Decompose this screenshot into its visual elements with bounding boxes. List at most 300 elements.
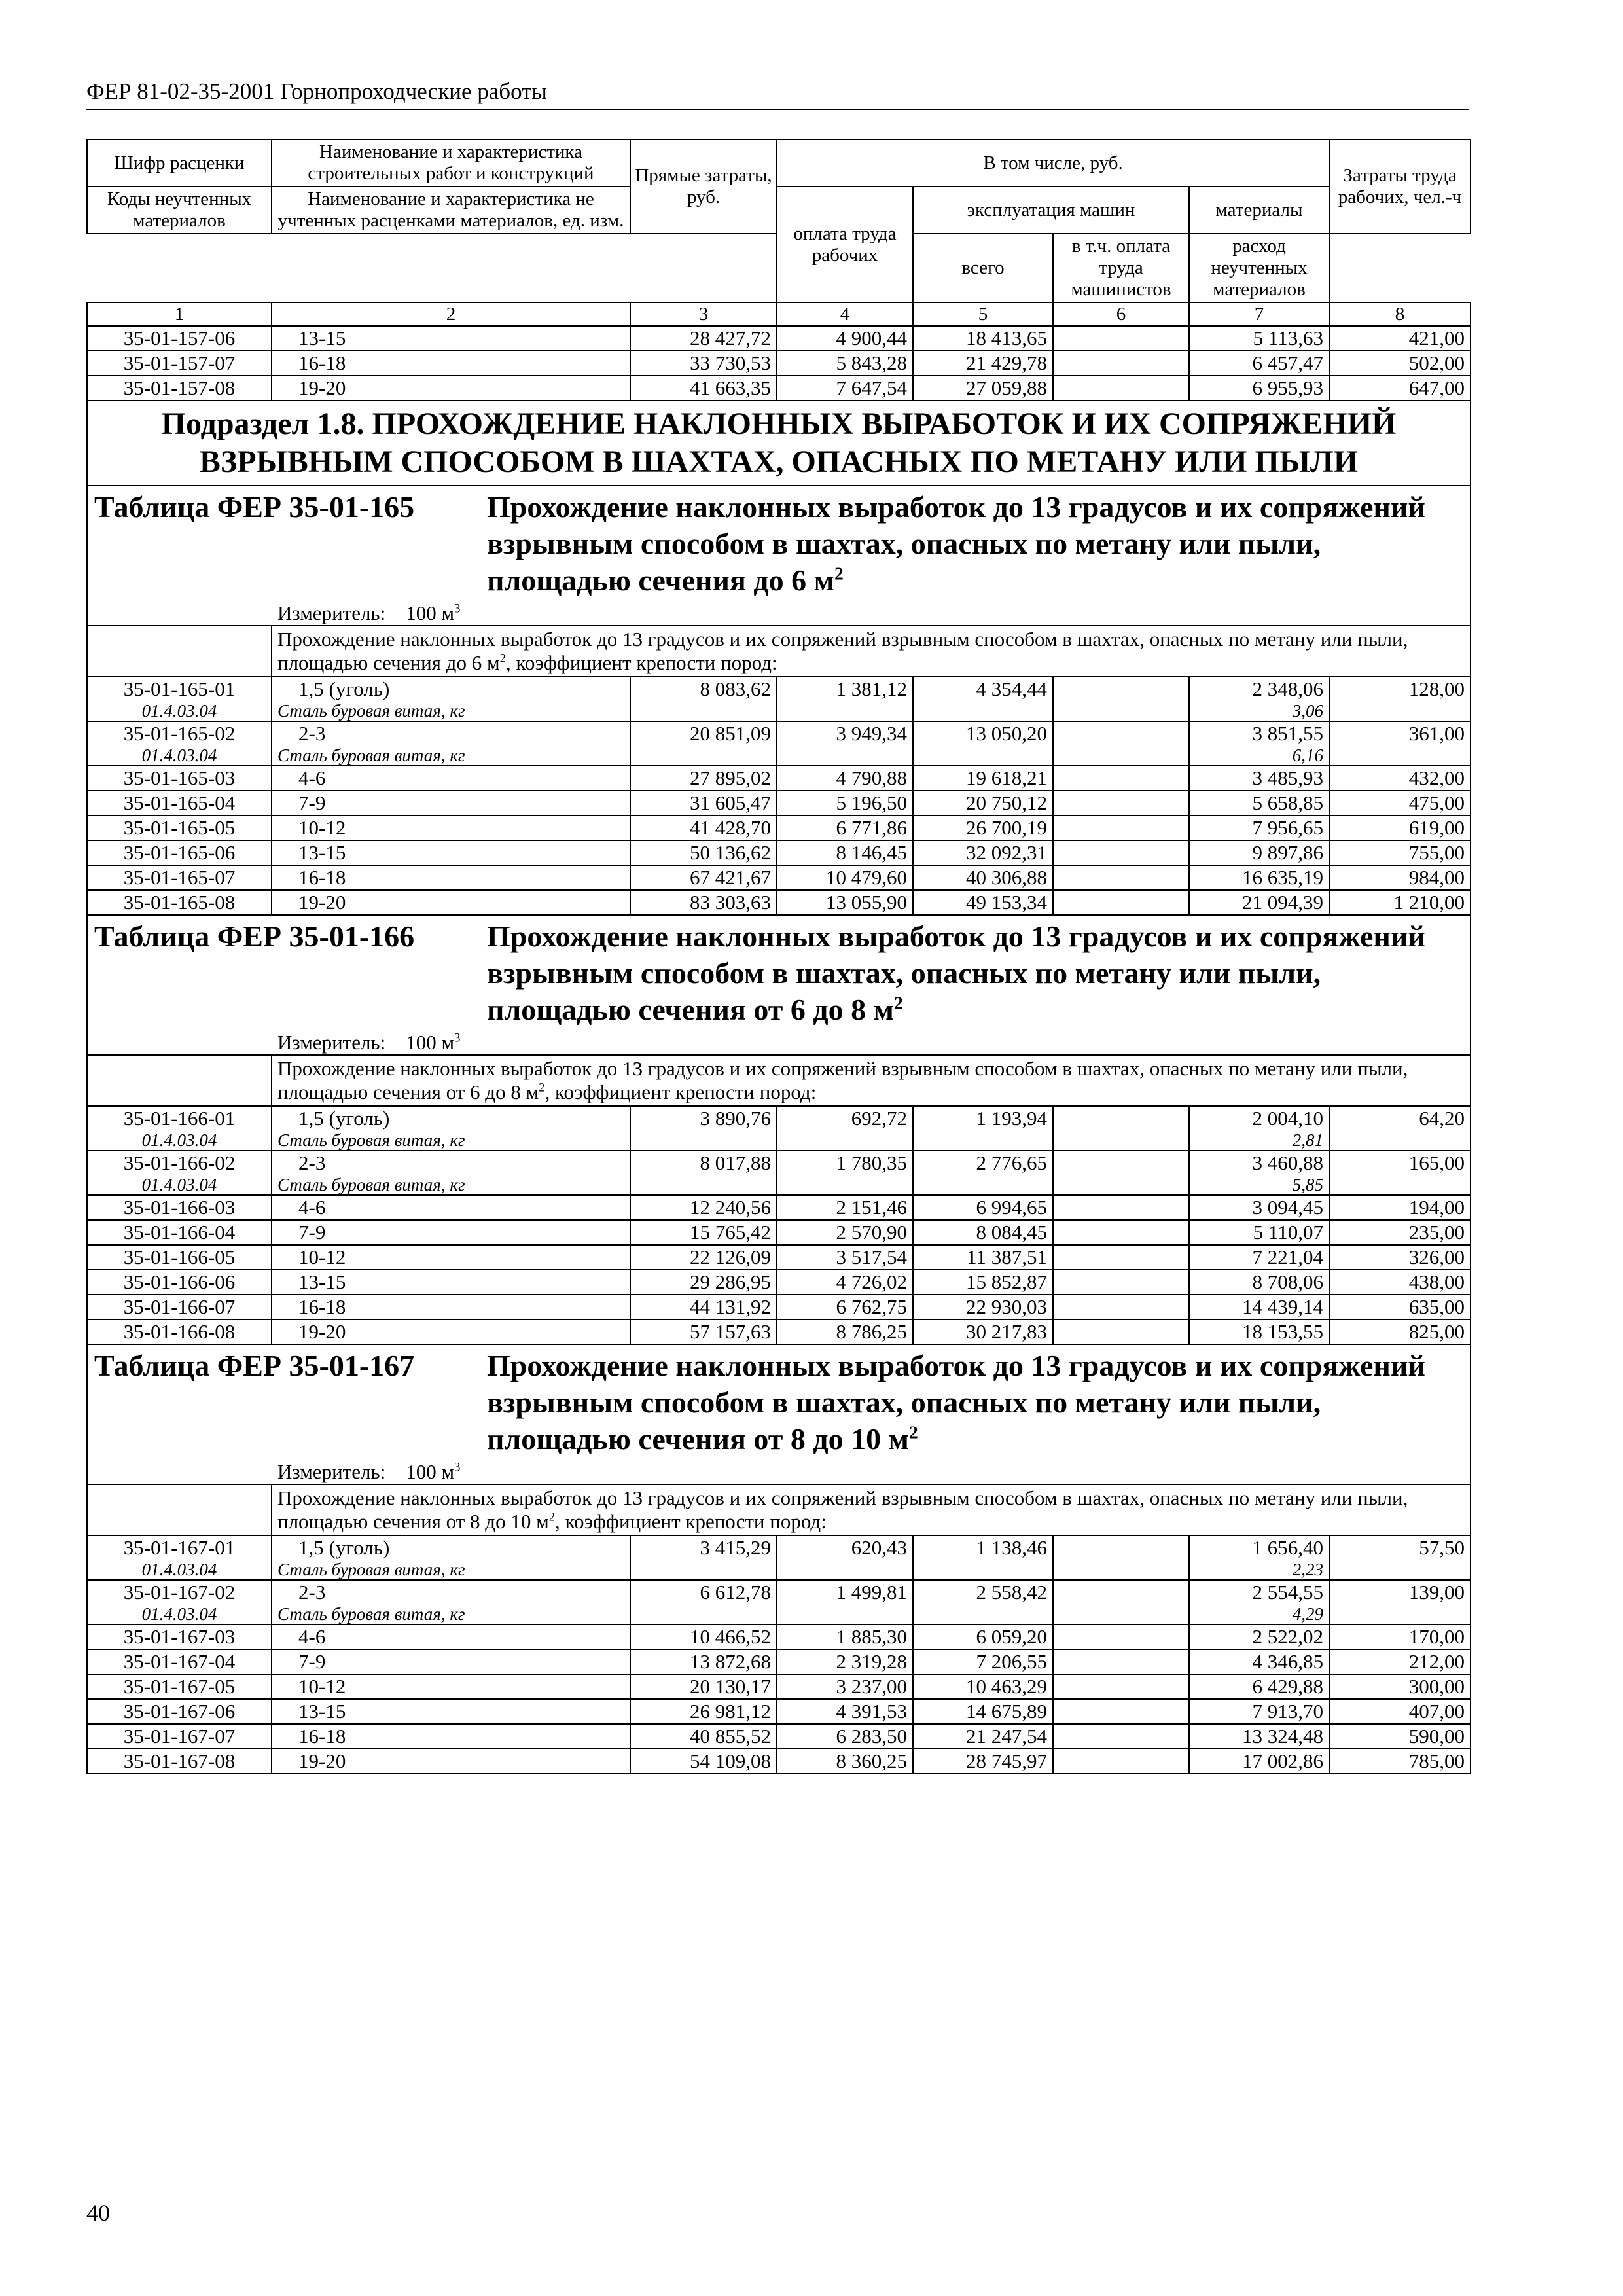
materials-cost: 2 004,10 bbox=[1189, 1106, 1329, 1130]
measure-label: Измеритель: bbox=[277, 1031, 386, 1054]
materials-cost: 7 913,70 bbox=[1189, 1699, 1329, 1724]
machines-cost: 26 700,19 bbox=[913, 816, 1053, 840]
table-heading-line bbox=[94, 489, 1463, 599]
direct-cost: 22 126,09 bbox=[630, 1245, 777, 1270]
materials-cost: 8 708,06 bbox=[1189, 1270, 1329, 1295]
column-number: 5 bbox=[913, 302, 1053, 326]
work-name: 7-9 bbox=[272, 1220, 630, 1245]
wages-cost: 4 726,02 bbox=[777, 1270, 913, 1295]
measure-value: 100 м bbox=[406, 601, 455, 624]
work-name: 2-3 bbox=[272, 721, 630, 745]
direct-cost: 3 890,76 bbox=[630, 1106, 777, 1130]
empty-cell bbox=[777, 1130, 913, 1151]
rate-code: 35-01-167-04 bbox=[87, 1649, 272, 1674]
wages-cost: 2 151,46 bbox=[777, 1195, 913, 1220]
table-row bbox=[87, 1195, 1471, 1220]
empty-cell bbox=[1329, 1130, 1471, 1151]
rate-code: 35-01-166-06 bbox=[87, 1270, 272, 1295]
rate-code: 35-01-166-01 bbox=[87, 1106, 272, 1130]
labor-hours: 984,00 bbox=[1329, 865, 1471, 890]
wages-cost: 5 196,50 bbox=[777, 791, 913, 816]
measure-row bbox=[87, 1460, 1471, 1484]
measure bbox=[87, 1031, 1471, 1055]
work-description bbox=[272, 1055, 1471, 1106]
direct-cost: 27 895,02 bbox=[630, 766, 777, 791]
col-labor-header: Затраты труда рабочих, чел.-ч bbox=[1329, 139, 1471, 234]
col-name-header: Наименование и характеристика строительных работ и конструкций bbox=[272, 139, 630, 187]
materials-cost: 4 346,85 bbox=[1189, 1649, 1329, 1674]
rate-code: 35-01-166-03 bbox=[87, 1195, 272, 1220]
description-row bbox=[87, 626, 1471, 677]
empty-cell bbox=[913, 1130, 1053, 1151]
direct-cost: 15 765,42 bbox=[630, 1220, 777, 1245]
col-code-header: Шифр расценки bbox=[87, 139, 272, 187]
column-number: 8 bbox=[1329, 302, 1471, 326]
table-heading bbox=[87, 486, 1471, 601]
work-name: 1,5 (уголь) bbox=[272, 677, 630, 701]
materials-cost: 13 324,48 bbox=[1189, 1724, 1329, 1749]
materials-cost: 5 110,07 bbox=[1189, 1220, 1329, 1245]
machinist-wages bbox=[1053, 1220, 1189, 1245]
empty-cell bbox=[913, 745, 1053, 766]
machinist-wages bbox=[1053, 1106, 1189, 1130]
table-heading bbox=[87, 915, 1471, 1031]
direct-cost: 3 415,29 bbox=[630, 1535, 777, 1560]
empty-cell bbox=[777, 745, 913, 766]
direct-cost: 50 136,62 bbox=[630, 840, 777, 865]
rate-code: 35-01-166-05 bbox=[87, 1245, 272, 1270]
materials-cost: 7 221,04 bbox=[1189, 1245, 1329, 1270]
machinist-wages bbox=[1053, 1699, 1189, 1724]
labor-hours: 194,00 bbox=[1329, 1195, 1471, 1220]
machines-cost: 20 750,12 bbox=[913, 791, 1053, 816]
machinist-wages bbox=[1053, 1151, 1189, 1175]
empty-cell bbox=[1329, 745, 1471, 766]
materials-cost: 7 956,65 bbox=[1189, 816, 1329, 840]
table-row bbox=[87, 1699, 1471, 1724]
machines-cost: 10 463,29 bbox=[913, 1674, 1053, 1699]
machines-cost: 6 059,20 bbox=[913, 1624, 1053, 1649]
work-description bbox=[272, 1484, 1471, 1535]
machinist-wages bbox=[1053, 791, 1189, 816]
superscript: 2 bbox=[909, 1422, 918, 1443]
header-row-1 bbox=[87, 139, 1471, 187]
direct-cost: 12 240,56 bbox=[630, 1195, 777, 1220]
material-code: 01.4.03.04 bbox=[87, 701, 272, 721]
wages-cost: 7 647,54 bbox=[777, 376, 913, 401]
material-row bbox=[87, 701, 1471, 721]
rate-code: 35-01-166-08 bbox=[87, 1319, 272, 1344]
machines-cost: 27 059,88 bbox=[913, 376, 1053, 401]
table-label: Таблица ФЕР 35-01-167 bbox=[94, 1349, 415, 1382]
table-row bbox=[87, 1295, 1471, 1319]
machinist-wages bbox=[1053, 1624, 1189, 1649]
machines-cost: 49 153,34 bbox=[913, 890, 1053, 915]
wages-cost: 4 391,53 bbox=[777, 1699, 913, 1724]
measure-label: Измеритель: bbox=[277, 1460, 386, 1483]
empty-cell bbox=[913, 1175, 1053, 1195]
direct-cost: 54 109,08 bbox=[630, 1749, 777, 1774]
materials-cost: 9 897,86 bbox=[1189, 840, 1329, 865]
col-mat-codes-header: Коды неучтенных материалов bbox=[87, 187, 272, 234]
superscript: 2 bbox=[834, 563, 844, 584]
labor-hours: 128,00 bbox=[1329, 677, 1471, 701]
material-quantity: 6,16 bbox=[1189, 745, 1329, 766]
direct-cost: 10 466,52 bbox=[630, 1624, 777, 1649]
work-name: 13-15 bbox=[272, 1270, 630, 1295]
material-name: Сталь буровая витая, кг bbox=[272, 745, 630, 766]
labor-hours: 407,00 bbox=[1329, 1699, 1471, 1724]
labor-hours: 590,00 bbox=[1329, 1724, 1471, 1749]
machinist-wages bbox=[1053, 351, 1189, 376]
machines-cost: 21 247,54 bbox=[913, 1724, 1053, 1749]
section-heading-line1: Подраздел 1.8. ПРОХОЖДЕНИЕ НАКЛОННЫХ ВЫРАБОТОК И ИХ СОПРЯЖЕНИЙ bbox=[161, 406, 1397, 441]
machines-cost: 14 675,89 bbox=[913, 1699, 1053, 1724]
superscript: 2 bbox=[499, 651, 506, 666]
material-row bbox=[87, 1130, 1471, 1151]
wages-cost: 1 885,30 bbox=[777, 1624, 913, 1649]
description-tail: , коэффициент крепости пород: bbox=[505, 651, 777, 674]
column-number: 3 bbox=[630, 302, 777, 326]
material-row bbox=[87, 1560, 1471, 1580]
empty-cell bbox=[913, 701, 1053, 721]
material-quantity: 3,06 bbox=[1189, 701, 1329, 721]
labor-hours: 438,00 bbox=[1329, 1270, 1471, 1295]
labor-hours: 139,00 bbox=[1329, 1580, 1471, 1604]
empty-cell bbox=[1329, 701, 1471, 721]
rate-code: 35-01-165-03 bbox=[87, 766, 272, 791]
direct-cost: 67 421,67 bbox=[630, 865, 777, 890]
rate-code: 35-01-165-01 bbox=[87, 677, 272, 701]
material-code: 01.4.03.04 bbox=[87, 1175, 272, 1195]
rate-code: 35-01-165-06 bbox=[87, 840, 272, 865]
rate-code: 35-01-157-07 bbox=[87, 351, 272, 376]
empty-cell bbox=[1053, 701, 1189, 721]
machines-cost: 32 092,31 bbox=[913, 840, 1053, 865]
superscript: 3 bbox=[454, 601, 461, 616]
labor-hours: 635,00 bbox=[1329, 1295, 1471, 1319]
labor-hours: 432,00 bbox=[1329, 766, 1471, 791]
wages-cost: 3 237,00 bbox=[777, 1674, 913, 1699]
superscript: 2 bbox=[539, 1081, 545, 1095]
description-row bbox=[87, 1484, 1471, 1535]
materials-cost: 21 094,39 bbox=[1189, 890, 1329, 915]
work-name: 13-15 bbox=[272, 840, 630, 865]
header-filler-right bbox=[1329, 234, 1471, 302]
description-row bbox=[87, 1055, 1471, 1106]
table-heading bbox=[87, 1344, 1471, 1460]
work-name: 16-18 bbox=[272, 1724, 630, 1749]
direct-cost: 20 130,17 bbox=[630, 1674, 777, 1699]
rate-code: 35-01-157-06 bbox=[87, 326, 272, 351]
description-text: Прохождение наклонных выработок до 13 градусов и их сопряжений взрывным способом в шахтах, опасных по метану или пыли, площадью сечения от 6 до 8 м bbox=[277, 1057, 1408, 1103]
materials-cost: 2 348,06 bbox=[1189, 677, 1329, 701]
materials-cost: 3 094,45 bbox=[1189, 1195, 1329, 1220]
col-materials-header: материалы bbox=[1189, 187, 1329, 234]
material-quantity: 4,29 bbox=[1189, 1604, 1329, 1624]
machines-cost: 2 558,42 bbox=[913, 1580, 1053, 1604]
direct-cost: 40 855,52 bbox=[630, 1724, 777, 1749]
table-row bbox=[87, 840, 1471, 865]
table-row bbox=[87, 791, 1471, 816]
direct-cost: 20 851,09 bbox=[630, 721, 777, 745]
superscript: 2 bbox=[894, 992, 903, 1013]
machines-cost: 21 429,78 bbox=[913, 351, 1053, 376]
description-text: Прохождение наклонных выработок до 13 градусов и их сопряжений взрывным способом в шахтах, опасных по метану или пыли, площадью сечения от 8 до 10 м bbox=[277, 1486, 1408, 1533]
machines-cost: 6 994,65 bbox=[913, 1195, 1053, 1220]
labor-hours: 647,00 bbox=[1329, 376, 1471, 401]
column-number: 1 bbox=[87, 302, 272, 326]
material-name: Сталь буровая витая, кг bbox=[272, 1130, 630, 1151]
labor-hours: 300,00 bbox=[1329, 1674, 1471, 1699]
column-number: 2 bbox=[272, 302, 630, 326]
work-name: 19-20 bbox=[272, 376, 630, 401]
header-filler bbox=[87, 234, 777, 302]
col-mat-name-header: Наименование и характеристика не учтенных расценками материалов, ед. изм. bbox=[272, 187, 630, 234]
empty-cell bbox=[1053, 745, 1189, 766]
rate-code: 35-01-166-07 bbox=[87, 1295, 272, 1319]
machinist-wages bbox=[1053, 1649, 1189, 1674]
empty-cell bbox=[913, 1604, 1053, 1624]
materials-cost: 3 460,88 bbox=[1189, 1151, 1329, 1175]
rate-code: 35-01-167-01 bbox=[87, 1535, 272, 1560]
work-name: 1,5 (уголь) bbox=[272, 1535, 630, 1560]
wages-cost: 2 570,90 bbox=[777, 1220, 913, 1245]
labor-hours: 235,00 bbox=[1329, 1220, 1471, 1245]
table-row bbox=[87, 1220, 1471, 1245]
wages-cost: 8 360,25 bbox=[777, 1749, 913, 1774]
rate-code: 35-01-165-05 bbox=[87, 816, 272, 840]
wages-cost: 4 790,88 bbox=[777, 766, 913, 791]
wages-cost: 6 283,50 bbox=[777, 1724, 913, 1749]
work-name: 4-6 bbox=[272, 1624, 630, 1649]
table-heading-row bbox=[87, 1344, 1471, 1460]
running-head: ФЕР 81-02-35-2001 Горнопроходческие работы bbox=[86, 77, 1469, 110]
table-row bbox=[87, 1106, 1471, 1130]
work-name: 13-15 bbox=[272, 1699, 630, 1724]
col-including-header: В том числе, руб. bbox=[777, 139, 1329, 187]
direct-cost: 83 303,63 bbox=[630, 890, 777, 915]
work-name: 4-6 bbox=[272, 766, 630, 791]
materials-cost: 6 457,47 bbox=[1189, 351, 1329, 376]
table-row bbox=[87, 1624, 1471, 1649]
wages-cost: 1 499,81 bbox=[777, 1580, 913, 1604]
measure-row bbox=[87, 601, 1471, 626]
materials-cost: 14 439,14 bbox=[1189, 1295, 1329, 1319]
work-name: 7-9 bbox=[272, 791, 630, 816]
measure-row bbox=[87, 1031, 1471, 1055]
direct-cost: 41 663,35 bbox=[630, 376, 777, 401]
materials-cost: 5 113,63 bbox=[1189, 326, 1329, 351]
rate-code: 35-01-167-08 bbox=[87, 1749, 272, 1774]
wages-cost: 692,72 bbox=[777, 1106, 913, 1130]
section-heading-line2: ВЗРЫВНЫМ СПОСОБОМ В ШАХТАХ, ОПАСНЫХ ПО МЕТАНУ ИЛИ ПЫЛИ bbox=[199, 444, 1359, 479]
machines-cost: 7 206,55 bbox=[913, 1649, 1053, 1674]
table-row bbox=[87, 351, 1471, 376]
empty-cell bbox=[87, 1484, 272, 1535]
wages-cost: 6 771,86 bbox=[777, 816, 913, 840]
material-quantity: 2,23 bbox=[1189, 1560, 1329, 1580]
machinist-wages bbox=[1053, 1270, 1189, 1295]
machinist-wages bbox=[1053, 677, 1189, 701]
empty-cell bbox=[630, 1175, 777, 1195]
material-quantity: 5,85 bbox=[1189, 1175, 1329, 1195]
work-name: 19-20 bbox=[272, 1749, 630, 1774]
labor-hours: 475,00 bbox=[1329, 791, 1471, 816]
empty-cell bbox=[777, 701, 913, 721]
machines-cost: 1 138,46 bbox=[913, 1535, 1053, 1560]
materials-cost: 3 851,55 bbox=[1189, 721, 1329, 745]
machinist-wages bbox=[1053, 721, 1189, 745]
materials-cost: 6 429,88 bbox=[1189, 1674, 1329, 1699]
labor-hours: 326,00 bbox=[1329, 1245, 1471, 1270]
empty-cell bbox=[913, 1560, 1053, 1580]
wages-cost: 4 900,44 bbox=[777, 326, 913, 351]
table-row bbox=[87, 766, 1471, 791]
empty-cell bbox=[87, 626, 272, 677]
table-row bbox=[87, 376, 1471, 401]
work-name: 19-20 bbox=[272, 890, 630, 915]
machinist-wages bbox=[1053, 865, 1189, 890]
direct-cost: 57 157,63 bbox=[630, 1319, 777, 1344]
direct-cost: 31 605,47 bbox=[630, 791, 777, 816]
material-code: 01.4.03.04 bbox=[87, 745, 272, 766]
table-row bbox=[87, 677, 1471, 701]
material-row bbox=[87, 745, 1471, 766]
empty-cell bbox=[1329, 1175, 1471, 1195]
empty-cell bbox=[1053, 1175, 1189, 1195]
direct-cost: 28 427,72 bbox=[630, 326, 777, 351]
labor-hours: 64,20 bbox=[1329, 1106, 1471, 1130]
machinist-wages bbox=[1053, 1580, 1189, 1604]
rate-code: 35-01-165-02 bbox=[87, 721, 272, 745]
material-row bbox=[87, 1175, 1471, 1195]
section-heading bbox=[87, 401, 1471, 486]
description-tail: , коэффициент крепости пород: bbox=[544, 1081, 817, 1103]
wages-cost: 6 762,75 bbox=[777, 1295, 913, 1319]
machines-cost: 8 084,45 bbox=[913, 1220, 1053, 1245]
machines-cost: 19 618,21 bbox=[913, 766, 1053, 791]
column-numbers-row bbox=[87, 302, 1471, 326]
page-number: 40 bbox=[86, 2200, 110, 2226]
work-name: 1,5 (уголь) bbox=[272, 1106, 630, 1130]
work-name: 10-12 bbox=[272, 816, 630, 840]
work-name: 19-20 bbox=[272, 1319, 630, 1344]
col-machinist-header: в т.ч. оплата труда машинистов bbox=[1053, 234, 1189, 302]
machinist-wages bbox=[1053, 1295, 1189, 1319]
direct-cost: 6 612,78 bbox=[630, 1580, 777, 1604]
labor-hours: 1 210,00 bbox=[1329, 890, 1471, 915]
rate-code: 35-01-167-05 bbox=[87, 1674, 272, 1699]
col-wages-header: оплата труда рабочих bbox=[777, 187, 913, 302]
table-heading-line bbox=[94, 918, 1463, 1028]
table-row bbox=[87, 1245, 1471, 1270]
table-heading-line bbox=[94, 1348, 1463, 1458]
machines-cost: 15 852,87 bbox=[913, 1270, 1053, 1295]
material-name: Сталь буровая витая, кг bbox=[272, 1560, 630, 1580]
description-tail: , коэффициент крепости пород: bbox=[555, 1510, 827, 1533]
materials-cost: 16 635,19 bbox=[1189, 865, 1329, 890]
material-name: Сталь буровая витая, кг bbox=[272, 701, 630, 721]
labor-hours: 421,00 bbox=[1329, 326, 1471, 351]
table-row bbox=[87, 1151, 1471, 1175]
wages-cost: 8 146,45 bbox=[777, 840, 913, 865]
materials-cost: 1 656,40 bbox=[1189, 1535, 1329, 1560]
empty-cell bbox=[777, 1175, 913, 1195]
work-name: 16-18 bbox=[272, 1295, 630, 1319]
work-name: 7-9 bbox=[272, 1649, 630, 1674]
wages-cost: 620,43 bbox=[777, 1535, 913, 1560]
wages-cost: 3 949,34 bbox=[777, 721, 913, 745]
table-row bbox=[87, 1580, 1471, 1604]
labor-hours: 785,00 bbox=[1329, 1749, 1471, 1774]
machines-cost: 13 050,20 bbox=[913, 721, 1053, 745]
labor-hours: 165,00 bbox=[1329, 1151, 1471, 1175]
direct-cost: 29 286,95 bbox=[630, 1270, 777, 1295]
table-row bbox=[87, 1674, 1471, 1699]
machines-cost: 11 387,51 bbox=[913, 1245, 1053, 1270]
superscript: 3 bbox=[454, 1460, 461, 1475]
work-name: 2-3 bbox=[272, 1580, 630, 1604]
wages-cost: 2 319,28 bbox=[777, 1649, 913, 1674]
rate-code: 35-01-166-04 bbox=[87, 1220, 272, 1245]
table-title: Прохождение наклонных выработок до 13 градусов и их сопряжений взрывным способом в шахтах, опасных по метану или пыли, площадью сечения от 6 до 8 $м^2$ bbox=[487, 920, 1425, 1026]
empty-cell bbox=[87, 1055, 272, 1106]
labor-hours: 502,00 bbox=[1329, 351, 1471, 376]
direct-cost: 8 017,88 bbox=[630, 1151, 777, 1175]
materials-cost: 2 522,02 bbox=[1189, 1624, 1329, 1649]
material-row bbox=[87, 1604, 1471, 1624]
labor-hours: 57,50 bbox=[1329, 1535, 1471, 1560]
col-direct-header: Прямые затраты, руб. bbox=[630, 139, 777, 234]
measure bbox=[87, 601, 1471, 626]
table-row bbox=[87, 865, 1471, 890]
machinist-wages bbox=[1053, 376, 1189, 401]
machinist-wages bbox=[1053, 1245, 1189, 1270]
table-heading-row bbox=[87, 915, 1471, 1031]
work-name: 2-3 bbox=[272, 1151, 630, 1175]
table-row bbox=[87, 1749, 1471, 1774]
machines-cost: 22 930,03 bbox=[913, 1295, 1053, 1319]
material-quantity: 2,81 bbox=[1189, 1130, 1329, 1151]
material-code: 01.4.03.04 bbox=[87, 1130, 272, 1151]
table-row bbox=[87, 1535, 1471, 1560]
machinist-wages bbox=[1053, 1724, 1189, 1749]
table-label: Таблица ФЕР 35-01-166 bbox=[94, 920, 415, 953]
materials-cost: 3 485,93 bbox=[1189, 766, 1329, 791]
machines-cost: 18 413,65 bbox=[913, 326, 1053, 351]
machines-cost: 2 776,65 bbox=[913, 1151, 1053, 1175]
measure bbox=[87, 1460, 1471, 1484]
materials-cost: 17 002,86 bbox=[1189, 1749, 1329, 1774]
column-number: 6 bbox=[1053, 302, 1189, 326]
labor-hours: 361,00 bbox=[1329, 721, 1471, 745]
material-code: 01.4.03.04 bbox=[87, 1560, 272, 1580]
table-row bbox=[87, 1724, 1471, 1749]
machines-cost: 40 306,88 bbox=[913, 865, 1053, 890]
table-title: Прохождение наклонных выработок до 13 градусов и их сопряжений взрывным способом в шахтах, опасных по метану или пыли, площадью сечения от 8 до 10 $м^2$ bbox=[487, 1349, 1425, 1456]
material-name: Сталь буровая витая, кг bbox=[272, 1604, 630, 1624]
direct-cost: 41 428,70 bbox=[630, 816, 777, 840]
wages-cost: 5 843,28 bbox=[777, 351, 913, 376]
machines-cost: 4 354,44 bbox=[913, 677, 1053, 701]
machines-cost: 1 193,94 bbox=[913, 1106, 1053, 1130]
rate-code: 35-01-166-02 bbox=[87, 1151, 272, 1175]
work-name: 13-15 bbox=[272, 326, 630, 351]
table-row bbox=[87, 1270, 1471, 1295]
machinist-wages bbox=[1053, 816, 1189, 840]
superscript: 2 bbox=[548, 1510, 555, 1524]
